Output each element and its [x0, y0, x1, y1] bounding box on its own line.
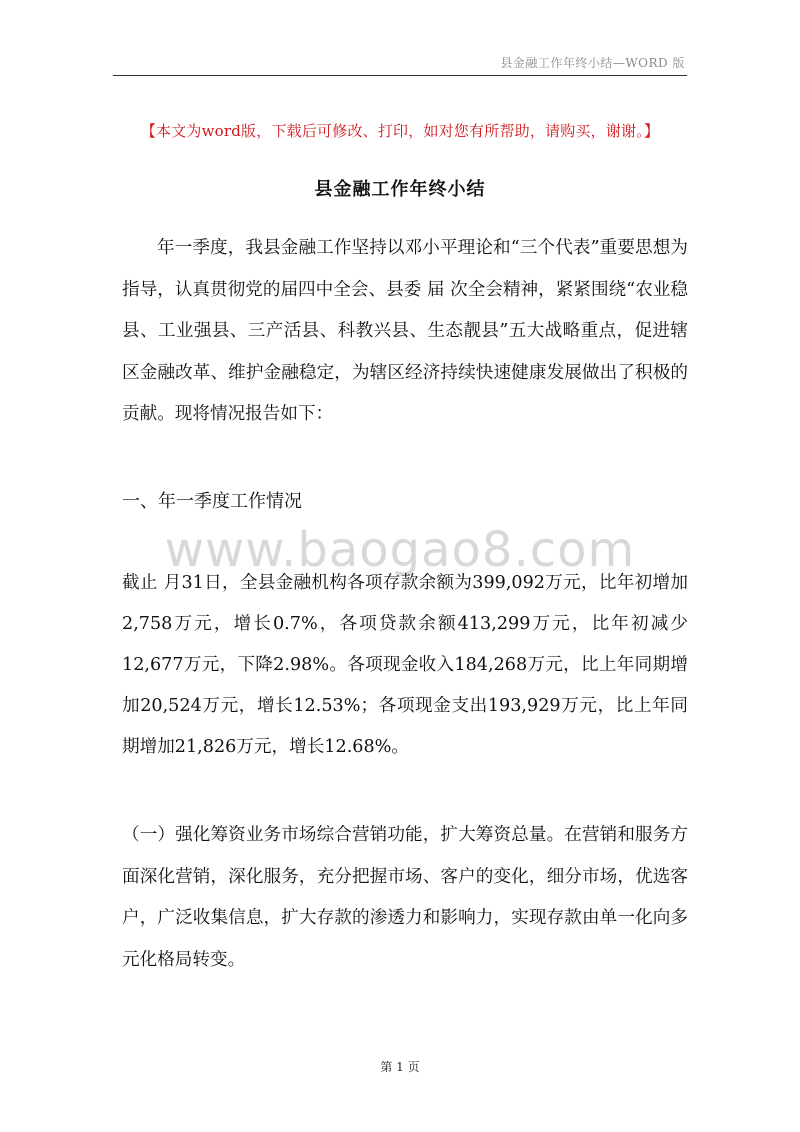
header-divider	[113, 75, 687, 76]
subsection-paragraph: （一）强化筹资业务市场综合营销功能，扩大筹资总量。在营销和服务方面深化营销，深化服务，充分把握市场、客户的变化，细分市场，优选客户，广泛收集信息，扩大存款的渗透力和影响力，实现存款由单一化向多元化格局转变。	[122, 825, 688, 970]
statistics-paragraph: 截止 月31日，全县金融机构各项存款余额为399,092万元，比年初增加2,758万元，增长0.7%，各项贷款余额413,299万元，比年初减少12,677万元，下降2.98%。各项现金收入184,268万元，比上年同期增加20,524万元，增长12.53%；各项现金支出193,929万元，比上年同期增加21,826万元，增长12.68%。	[122, 573, 688, 757]
site-watermark: www.baogao8.com	[164, 522, 636, 578]
running-header-title: 县金融工作年终小结—WORD 版	[500, 56, 685, 70]
page-number: 第 1 页	[380, 1060, 420, 1074]
purchase-notice: 【本文为word版，下载后可修改、打印，如对您有所帮助，请购买，谢谢。】	[140, 122, 660, 140]
document-title: 县金融工作年终小结	[314, 179, 486, 200]
intro-paragraph: 年一季度，我县金融工作坚持以邓小平理论和“三个代表”重要思想为指导，认真贯彻党的届四中全会、县委 届 次全会精神，紧紧围绕“农业稳县、工业强县、三产活县、科教兴县、生态靓县”五大战略重点，促进辖区金融改革、维护金融稳定，为辖区经济持续快速健康发展做出了积极的贡献。现将情况报告如下：	[122, 238, 688, 424]
section-heading: 一、年一季度工作情况	[122, 491, 302, 512]
